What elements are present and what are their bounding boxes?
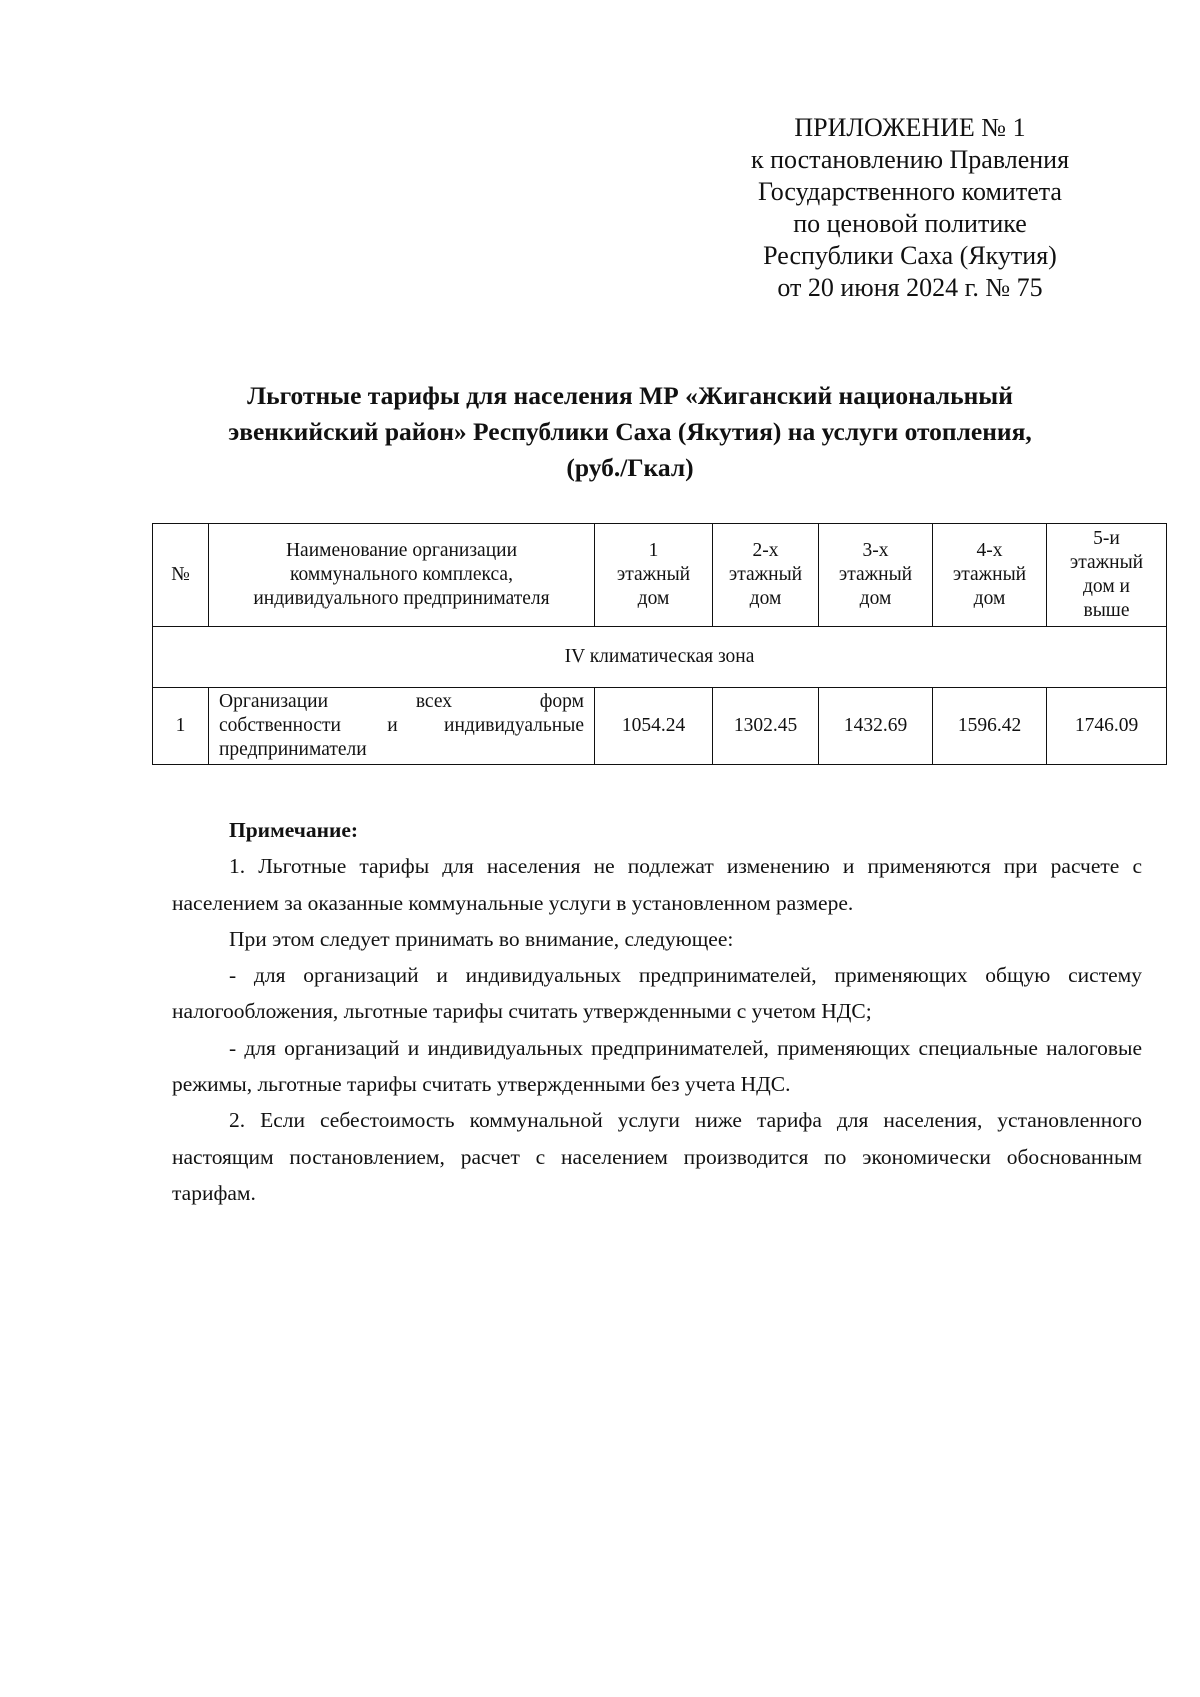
header-floor-3: 3-х этажный дом (819, 524, 933, 627)
appendix-block (720, 112, 1100, 304)
note-paragraph: 2. Если себестоимость коммунальной услуги ниже тарифа для населения, установленного настоящим постановлением, расчет с населением производится по экономически обоснованным тарифам. (172, 1108, 1142, 1205)
appendix-line: Республики Саха (Якутия) (763, 241, 1057, 270)
header-floor-2: 2-х этажный дом (713, 524, 819, 627)
tariff-value: 1746.09 (1047, 688, 1167, 765)
title-line: (руб./Гкал) (566, 453, 694, 482)
title-line: Льготные тарифы для населения МР «Жиганский национальный (247, 381, 1013, 410)
row-num: 1 (153, 688, 209, 765)
header-floor-5: 5-и этажный дом и выше (1047, 524, 1167, 627)
header-num: № (153, 524, 209, 627)
note-paragraph: При этом следует принимать во внимание, следующее: (229, 926, 734, 951)
appendix-line: Государственного комитета (758, 177, 1062, 206)
title-line: эвенкийский район» Республики Саха (Якутия) на услуги отопления, (228, 417, 1032, 446)
climate-zone-label: IV климатическая зона (153, 627, 1167, 688)
row-org-name: Организации всех форм собственности и индивидуальные предприниматели (209, 688, 595, 765)
tariff-value: 1054.24 (595, 688, 713, 765)
document-title (170, 378, 1090, 486)
table-row (153, 688, 1167, 765)
header-floor-4: 4-х этажный дом (933, 524, 1047, 627)
tariff-value: 1432.69 (819, 688, 933, 765)
climate-zone-row (153, 627, 1167, 688)
tariff-value: 1302.45 (713, 688, 819, 765)
tariff-table (152, 523, 1167, 765)
header-org: Наименование организации коммунального комплекса, индивидуального предпринимателя (209, 524, 595, 627)
appendix-line: ПРИЛОЖЕНИЕ № 1 (794, 113, 1026, 142)
appendix-line: по ценовой политике (793, 209, 1027, 238)
note-paragraph: - для организаций и индивидуальных предпринимателей, применяющих общую систему налогообложения, льготные тарифы считать утвержденными с учетом НДС; (172, 963, 1142, 1024)
appendix-line: к постановлению Правления (750, 145, 1070, 174)
header-floor-1: 1 этажный дом (595, 524, 713, 627)
tariff-value: 1596.42 (933, 688, 1047, 765)
notes-section (172, 812, 1142, 1211)
note-paragraph: 1. Льготные тарифы для населения не подлежат изменению и применяются при расчете с населением за оказанные коммунальные услуги в установленном размере. (172, 854, 1142, 915)
notes-heading: Примечание: (229, 818, 359, 842)
note-paragraph: - для организаций и индивидуальных предпринимателей, применяющих специальные налоговые режимы, льготные тарифы считать утвержденными без учета НДС. (172, 1035, 1142, 1097)
appendix-line: от 20 июня 2024 г. № 75 (777, 273, 1043, 302)
table-header-row (153, 524, 1167, 627)
